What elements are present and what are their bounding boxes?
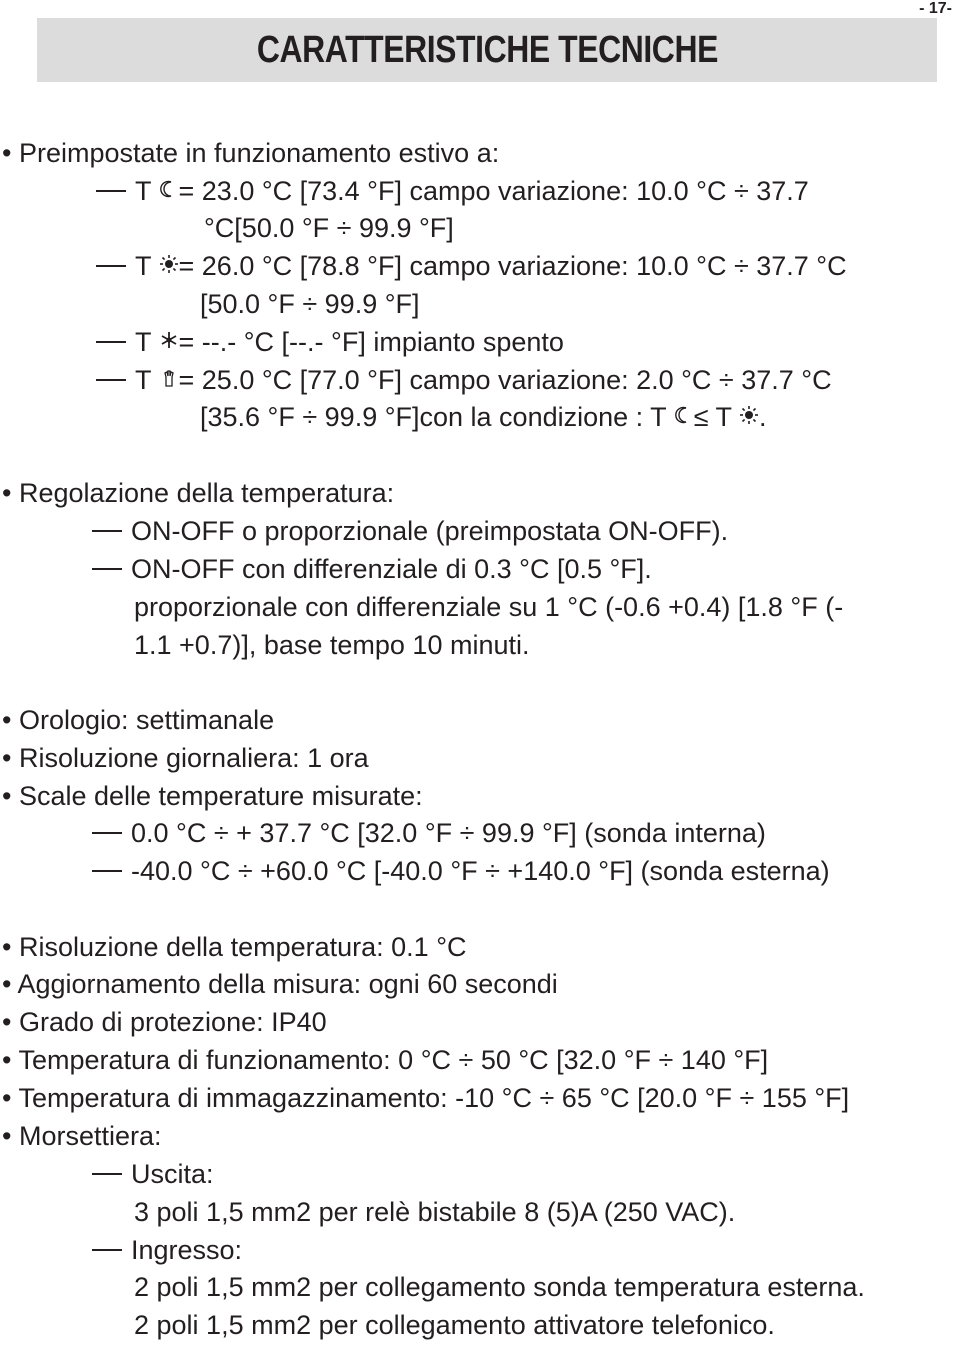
protection-spec: • Grado di protezione: IP40	[2, 1007, 327, 1037]
terminal-input-text-2: 2 poli 1,5 mm2 per collegamento attivatore telefonico.	[134, 1310, 775, 1340]
terminal-heading: • Morsettiera:	[2, 1121, 162, 1151]
moon-icon	[159, 179, 179, 199]
dash	[92, 1249, 122, 1251]
dash	[96, 265, 126, 267]
scales-heading: • Scale delle temperature misurate:	[2, 781, 423, 811]
regulation-line-3: proporzionale con differenziale su 1 °C (-0.6 +0.4) [1.8 °F (-	[134, 592, 844, 622]
clock-spec: • Orologio: settimanale	[2, 705, 275, 735]
daily-resolution-spec: • Risoluzione giornaliera: 1 ora	[2, 743, 369, 773]
moon-icon	[674, 405, 694, 425]
regulation-line-1: ON-OFF o proporzionale (preimpostata ON-OFF).	[92, 515, 728, 547]
t-off-line: T = --.- °C [--.- °F] impianto spento	[96, 326, 564, 358]
operating-temp-spec: • Temperatura di funzionamento: 0 °C ÷ 50 °C [32.0 °F ÷ 140 °F]	[2, 1045, 769, 1075]
dash	[96, 190, 126, 192]
t-manual-condition: [35.6 °F ÷ 99.9 °F]con la condizione : T ≤ T .	[200, 402, 767, 432]
scale-internal: 0.0 °C ÷ + 37.7 °C [32.0 °F ÷ 99.9 °F] (sonda interna)	[92, 817, 766, 849]
terminal-input-label: Ingresso:	[92, 1234, 242, 1266]
terminal-output-text: 3 poli 1,5 mm2 per relè bistabile 8 (5)A (250 VAC).	[134, 1197, 736, 1227]
scale-external: -40.0 °C ÷ +60.0 °C [-40.0 °F ÷ +140.0 °F] (sonda esterna)	[92, 855, 830, 887]
storage-temp-spec: • Temperatura di immagazzinamento: -10 °C ÷ 65 °C [20.0 °F ÷ 155 °F]	[2, 1083, 850, 1113]
dash	[92, 1173, 122, 1175]
regulation-line-4: 1.1 +0.7)], base tempo 10 minuti.	[134, 630, 530, 660]
update-spec: • Aggiornamento della misura: ogni 60 secondi	[2, 969, 558, 999]
snowflake-icon	[159, 330, 179, 350]
t-night-range: °C[50.0 °F ÷ 99.9 °F]	[204, 213, 454, 243]
temp-resolution-spec: • Risoluzione della temperatura: 0.1 °C	[2, 932, 467, 962]
t-manual-line: T = 25.0 °C [77.0 °F] campo variazione: 2.0 °C ÷ 37.7 °C	[96, 364, 832, 396]
regulation-line-2: ON-OFF con differenziale di 0.3 °C [0.5 °F].	[92, 553, 652, 585]
sun-icon	[159, 254, 179, 274]
dash	[92, 568, 122, 570]
dash	[92, 530, 122, 532]
t-day-range: [50.0 °F ÷ 99.9 °F]	[200, 289, 420, 319]
dash	[92, 870, 122, 872]
page-number: - 17-	[919, 0, 952, 17]
summer-heading: • Preimpostate in funzionamento estivo a:	[2, 138, 500, 168]
dash	[92, 832, 122, 834]
hand-icon	[159, 368, 179, 388]
t-night-line: T = 23.0 °C [73.4 °F] campo variazione: 10.0 °C ÷ 37.7	[96, 175, 809, 207]
terminal-input-text-1: 2 poli 1,5 mm2 per collegamento sonda temperatura esterna.	[134, 1272, 865, 1302]
page-title: CARATTERISTICHE TECNICHE	[256, 28, 718, 71]
sun-icon	[739, 405, 759, 425]
t-day-line: T = 26.0 °C [78.8 °F] campo variazione: 10.0 °C ÷ 37.7 °C	[96, 250, 847, 282]
dash	[96, 341, 126, 343]
terminal-output-label: Uscita:	[92, 1158, 214, 1190]
title-bar	[37, 18, 937, 82]
regulation-heading: • Regolazione della temperatura:	[2, 478, 395, 508]
dash	[96, 379, 126, 381]
